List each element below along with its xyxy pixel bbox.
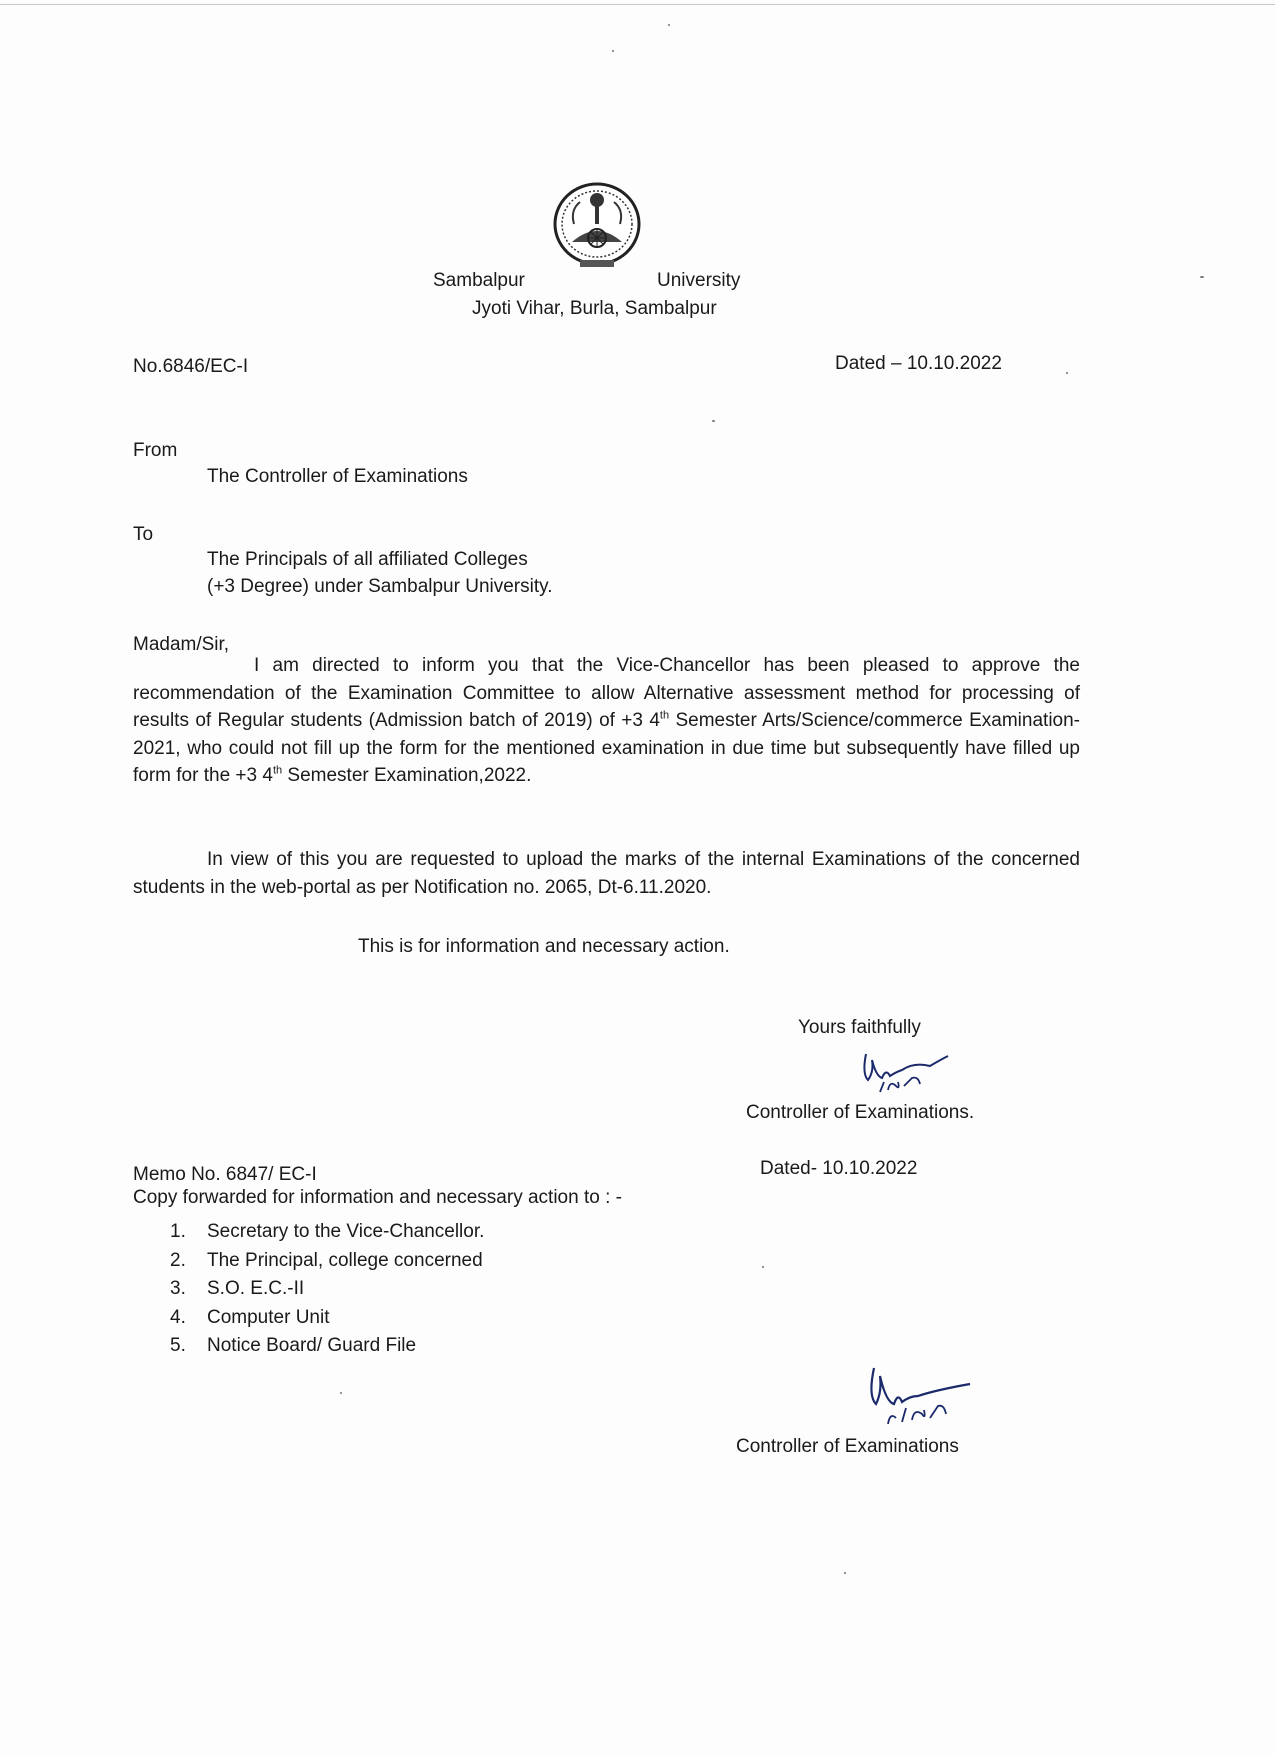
memo-intro: Copy forwarded for information and necessary action to : - [133, 1187, 622, 1208]
scan-speck [612, 50, 614, 52]
list-item [170, 1275, 484, 1304]
list-text: Computer Unit [207, 1306, 330, 1328]
memo-signatory-title: Controller of Examinations [736, 1436, 959, 1457]
letter-date: Dated – 10.10.2022 [835, 353, 1002, 374]
university-seal-icon [546, 180, 648, 272]
university-address: Jyoti Vihar, Burla, Sambalpur [472, 298, 717, 319]
list-number: 2. [170, 1249, 186, 1271]
paragraph-1-part-a: I am directed to inform you that the Vice-Chancellor has been pleased to approve the recommendation of the Examination Committee to allow Alternative assessment method for processing of results of Regular students (Admission batch of 2019) of +3 4 [133, 655, 1080, 731]
superscript-th: th [659, 709, 670, 722]
scan-speck [712, 420, 715, 422]
list-item [170, 1304, 484, 1333]
list-number: 1. [170, 1221, 186, 1242]
scan-speck [668, 24, 670, 26]
university-name-right: University [657, 270, 741, 291]
list-item [170, 1332, 484, 1361]
university-name-left: Sambalpur [433, 270, 525, 291]
paragraph-1-part-c: Semester Examination,2022. [282, 765, 532, 786]
list-text: Secretary to the Vice-Chancellor. [207, 1221, 485, 1242]
closing-title: Controller of Examinations. [746, 1102, 975, 1123]
paragraph-1-part-b: Semester Arts/Science/commerce Examination-2021, who could not fill up the form for the mentioned examination in due time but subsequently have filled up form for the +3 4 [133, 710, 1080, 786]
from-name: The Controller of Examinations [207, 466, 468, 487]
paragraph-2-text: In view of this you are requested to upload the marks of the internal Examinations of the concerned students in the web-portal as per Notification no. 2065, Dt-6.11.2020. [133, 849, 1080, 898]
to-label: To [133, 524, 154, 545]
scan-speck [844, 1572, 846, 1574]
list-text: Notice Board/ Guard File [207, 1335, 417, 1356]
closing-phrase: Yours faithfully [798, 1017, 921, 1038]
list-number: 4. [170, 1306, 186, 1328]
to-line-1: The Principals of all affiliated Colleges [207, 549, 528, 570]
scan-speck [762, 1266, 764, 1268]
copy-recipients-list [170, 1218, 484, 1361]
handwritten-signature-icon [866, 1362, 978, 1432]
scan-speck [1200, 276, 1204, 278]
body-paragraph-2 [133, 846, 1080, 901]
from-label: From [133, 440, 178, 461]
list-number: 3. [170, 1278, 186, 1299]
list-text: The Principal, college concerned [207, 1249, 483, 1271]
scan-speck [340, 1392, 342, 1394]
salutation: Madam/Sir, [133, 634, 230, 655]
body-paragraph-1 [133, 652, 1080, 790]
list-item [170, 1247, 484, 1276]
reference-number: No.6846/EC-I [133, 356, 249, 377]
scan-speck [1066, 372, 1068, 374]
list-text: S.O. E.C.-II [207, 1278, 305, 1299]
body-paragraph-3: This is for information and necessary action. [358, 936, 730, 957]
to-line-2: (+3 Degree) under Sambalpur University. [207, 576, 553, 597]
handwritten-signature-icon [860, 1046, 952, 1096]
list-number: 5. [170, 1335, 186, 1356]
memo-date: Dated- 10.10.2022 [760, 1158, 918, 1179]
list-item [170, 1218, 484, 1247]
memo-number: Memo No. 6847/ EC-I [133, 1164, 317, 1185]
superscript-th: th [272, 764, 283, 777]
scan-edge-line [0, 4, 1275, 5]
